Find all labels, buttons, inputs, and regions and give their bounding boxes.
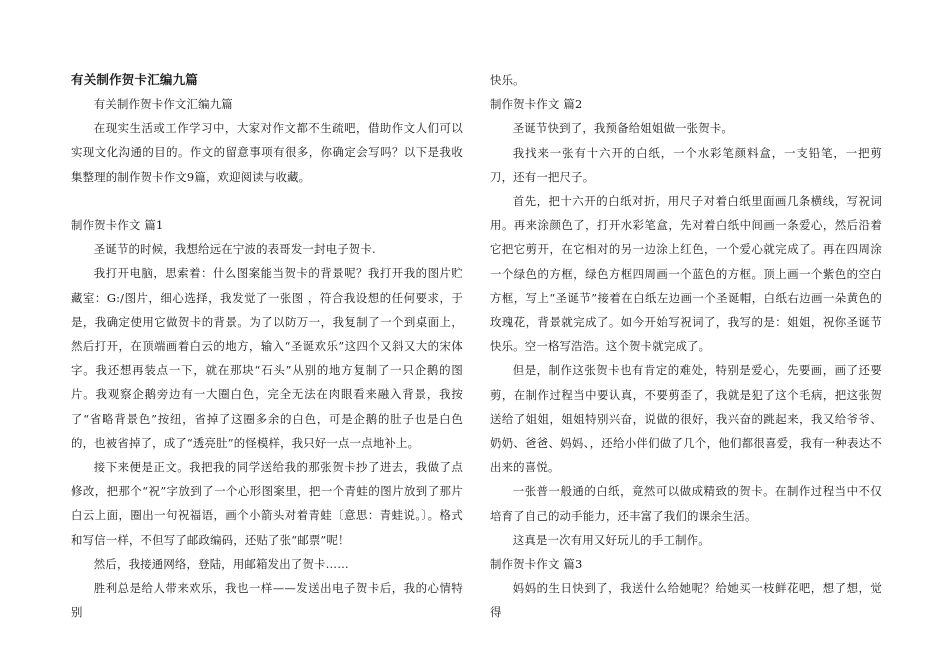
paragraph: 圣诞节快到了，我预备给姐姐做一张贺卡。 — [512, 121, 734, 136]
left-column — [71, 68, 463, 624]
document-subtitle: 有关制作贺卡作文汇编九篇 — [93, 97, 233, 111]
paragraph-spacer — [71, 189, 463, 213]
paragraph: 妈妈的生日快到了，我送什么给她呢？给她买一枝鲜花吧，想了想，觉得 — [490, 581, 882, 620]
paragraph: 首先，把十六开的白纸对折，用尺子对着白纸里面画几条横线，写祝词用。再来涂颜色了，打开水彩笔盒，先对着白纸中间画一条爱心，然后沿着它把它剪开，在它相对的另一边涂上红色，一个爱心就完成了。再在四周涂一个绿色的方框，绿色方框四周画一个蓝色的方框。顶上画一个紫色的空白方框，写上“圣诞节”接着在白纸左边画一个圣诞帽，白纸右边画一朵黄色的玫瑰花，背景就完成了。如今开始写祝词了，我写的是：姐姐，祝你圣诞节快乐。空一格写浩浩。这个贺卡就完成了。 — [490, 194, 882, 354]
section-heading-1: 制作贺卡作文 篇1 — [71, 218, 164, 232]
right-column — [490, 68, 882, 625]
paragraph: 一张普一般通的白纸，竟然可以做成精致的贺卡。在制作过程当中不仅培育了自己的动手能力，还丰富了我们的课余生活。 — [490, 484, 882, 523]
paragraph: 我找来一张有十六开的白纸，一个水彩笔颜料盒，一支铅笔，一把剪刀，还有一把尺子。 — [490, 145, 882, 184]
paragraph: 胜利总是给人带来欢乐，我也一样——发送出电子贺卡后，我的心情特别 — [71, 581, 463, 620]
continued-text: 快乐。 — [490, 73, 525, 87]
paragraph: 这真是一次有用又好玩儿的手工制作。 — [512, 532, 710, 547]
paragraph: 然后，我接通网络，登陆，用邮箱发出了贺卡…… — [93, 556, 349, 571]
document-title: 有关制作贺卡汇编九篇 — [71, 72, 199, 87]
intro-paragraph: 在现实生活或工作学习中，大家对作文都不生疏吧，借助作文人们可以实现文化沟通的目的。作文的留意事项有很多，你确定会写吗？以下是我收集整理的制作贺卡作文9篇，欢迎阅读与收藏。 — [71, 121, 463, 184]
paragraph: 但是，制作这张贺卡也有肯定的难处，特别是爱心，先要画，画了还要剪，在制作过程当中要认真，不要剪歪了，我就是犯了这个毛病，把这张贺送给了姐姐，姐姐特别兴奋，说做的很好，我兴奋的跳起来，我又给爷爷、奶奶、爸爸、妈妈、，还给小伴们做了几个，他们都很喜爱，我有一种表达不出来的喜悦。 — [490, 363, 882, 475]
paragraph: 我打开电脑，思索着：什么图案能当贺卡的背景呢？我打开我的图片贮藏室：G:/图片，细心选择，我发觉了一张图 ，符合我设想的任何要求，于是，我确定使用它做贺卡的背景。为了以防万一，我复制了一个到桌面上，然后打开，在顶端画着白云的地方，输入“圣诞欢乐”这四个又斜又大的宋体字。我还想再装点一下，就在那块“石头”从别的地方复制了一只企鹅的图片。我观察企鹅旁边有一大圈白色，完全无法在肉眼看来融入背景，我按了“省略背景色”按纽，省掉了这圈多余的白色，可是企鹅的肚子也是白色的，也被省掉了，成了“透亮肚”的怪模样，我只好一点一点地补上。 — [71, 266, 463, 450]
section-heading-3: 制作贺卡作文 篇3 — [490, 557, 583, 572]
paragraph: 圣诞节的时候，我想给远在宁波的表哥发一封电子贺卡. — [93, 242, 376, 257]
section-heading-2: 制作贺卡作文 篇2 — [490, 97, 583, 112]
paragraph: 接下来便是正文。我把我的同学送给我的那张贺卡抄了进去，我做了点修改，把那个“祝”字放到了一个心形图案里，把一个青蛙的图片放到了那片白云上面，圈出一句祝福语，画个小箭头对着青蛙〔意思：青蛙说。〕。格式和写信一样，不但写了邮政编码，还贴了张“邮票”呢！ — [71, 460, 463, 547]
